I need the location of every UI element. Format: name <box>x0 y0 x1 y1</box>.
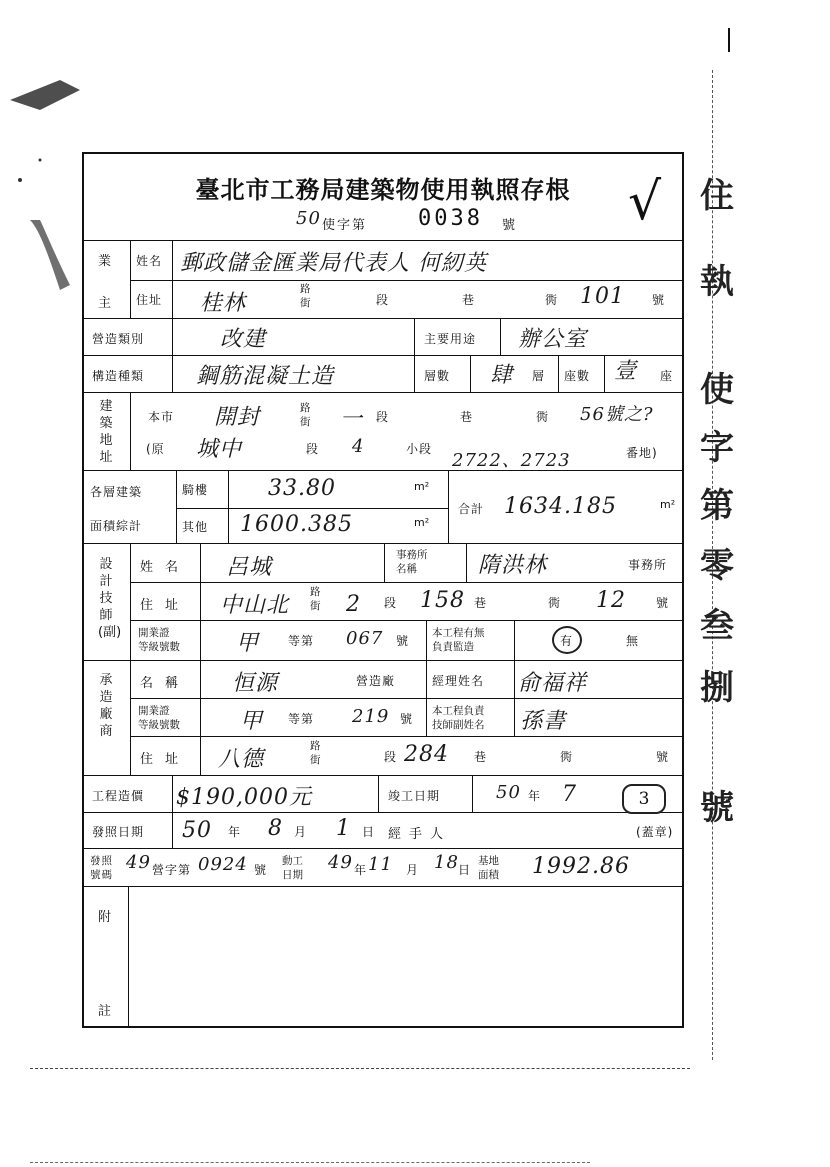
notes-label-bottom: 註 <box>98 1004 114 1019</box>
rule <box>82 543 684 544</box>
designer-office: 隋洪林 <box>478 553 548 578</box>
owner-addr-label: 住址 <box>136 293 163 307</box>
cost-label: 工程造價 <box>92 789 145 803</box>
site-lot-numbers: 2722、2723 <box>452 450 571 471</box>
rule <box>82 470 684 471</box>
rule <box>128 886 129 1028</box>
designer-resp-label-2: 負責監造 <box>432 641 474 653</box>
start-month-label: 月 <box>406 863 420 877</box>
issue-day: 1 <box>336 816 351 841</box>
blocks-unit: 座 <box>660 369 674 383</box>
structure-type: 鋼筋混凝土造 <box>196 364 335 389</box>
owner-side-label-1: 業 <box>98 254 114 269</box>
margin-char: 使 <box>700 370 734 410</box>
scan-artifact-bottom <box>30 1068 690 1069</box>
start-date-label-2: 日期 <box>282 869 303 881</box>
margin-char: 號 <box>700 788 734 828</box>
margin-char: 叁 <box>700 606 734 646</box>
owner-road-label: 路 <box>300 283 311 295</box>
rule <box>558 355 559 392</box>
rule <box>130 543 131 775</box>
permit-number: 0038 <box>418 206 483 231</box>
site-road: 開封 <box>214 405 261 430</box>
site-lane-label: 巷 <box>460 410 474 424</box>
rule <box>414 318 415 355</box>
completion-label: 竣工日期 <box>388 789 441 803</box>
check-mark: √ <box>628 172 662 232</box>
rule <box>82 848 684 849</box>
tech-label-2: 技師副姓名 <box>432 719 485 731</box>
total-area: 1634.185 <box>504 494 617 519</box>
rule <box>130 240 131 318</box>
designer-office-label-1: 事務所 <box>396 549 428 561</box>
designer-grade-label: 等第 <box>288 634 315 648</box>
contractor-license-suffix: 號 <box>400 712 414 726</box>
issue-year: 50 <box>182 818 212 843</box>
contractor-license-label-1: 開業證 <box>138 705 170 717</box>
notes-label-top: 附 <box>98 910 114 925</box>
rule <box>426 660 427 736</box>
rule <box>514 660 515 736</box>
owner-name-label: 姓名 <box>136 254 163 268</box>
rule <box>604 355 605 392</box>
contractor-street-label: 街 <box>310 754 321 766</box>
site-side-label: 建築地址 <box>99 399 113 465</box>
designer-license-label-2: 等級號數 <box>138 641 180 653</box>
margin-char: 字 <box>700 428 734 468</box>
issue-day-label: 日 <box>362 825 376 839</box>
contractor-alley-label: 衖 <box>560 750 574 764</box>
blocks-label: 座數 <box>564 369 591 383</box>
handler-label: 經手人 <box>388 827 452 842</box>
arcade-area: 33.80 <box>268 476 336 501</box>
designer-alley-label: 衖 <box>548 596 562 610</box>
issue-year-label: 年 <box>228 825 242 839</box>
rule <box>82 392 684 393</box>
rule <box>172 775 173 848</box>
site-orig-label: (原 <box>146 442 165 456</box>
owner-street-label: 街 <box>300 297 311 309</box>
designer-lane: 158 <box>420 588 465 613</box>
permit-suffix: 號 <box>502 218 518 233</box>
contractor-addr-label: 住址 <box>140 752 191 767</box>
owner-lane-label: 巷 <box>462 293 476 307</box>
site-lot-label: 番地) <box>626 446 658 460</box>
other-area-label: 其他 <box>182 520 209 534</box>
structure-label: 構造種類 <box>92 369 145 383</box>
start-day-label: 日 <box>458 863 472 877</box>
rule <box>130 620 684 621</box>
designer-license-no: 067 <box>346 628 384 649</box>
margin-char: 零 <box>700 546 734 586</box>
designer-license-suffix: 號 <box>396 634 410 648</box>
designer-street-label: 街 <box>310 600 321 612</box>
contractor-license-no: 219 <box>352 706 390 727</box>
owner-number: 101 <box>580 284 625 309</box>
floors-label: 層數 <box>424 369 451 383</box>
arcade-label: 騎樓 <box>182 483 209 497</box>
rule <box>500 318 501 355</box>
issue-month-label: 月 <box>294 825 308 839</box>
site-number: 56號之? <box>580 404 654 425</box>
total-area-label: 合計 <box>458 502 485 516</box>
completion-month: 7 <box>562 782 577 807</box>
owner-side-label-2: 主 <box>98 296 114 311</box>
rule <box>426 620 427 660</box>
floors-unit: 層 <box>532 369 546 383</box>
start-year-label: 年 <box>354 863 368 877</box>
rule <box>448 470 449 543</box>
contractor-side-label: 承造廠商 <box>99 673 113 739</box>
contractor-lane-label: 巷 <box>474 750 488 764</box>
rule <box>130 280 684 281</box>
cost-value: $190,000元 <box>176 785 312 810</box>
site-orig-section-label: 段 <box>306 442 320 456</box>
start-day: 18 <box>434 852 459 873</box>
owner-number-label: 號 <box>652 293 666 307</box>
other-unit: m² <box>414 516 430 529</box>
form-title: 臺北市工務局建築物使用執照存根 <box>195 175 571 204</box>
contractor-name-suffix: 營造廠 <box>356 674 396 688</box>
construction-type: 改建 <box>220 327 267 352</box>
rule <box>414 355 415 392</box>
site-area-label-1: 基地 <box>478 855 499 867</box>
rule <box>384 543 385 582</box>
start-year: 49 <box>328 852 353 873</box>
other-area: 1600.385 <box>240 512 353 537</box>
main-use-label: 主要用途 <box>424 332 477 346</box>
site-orig-district: 城中 <box>196 437 243 462</box>
owner-section-label: 段 <box>376 293 390 307</box>
rule <box>378 775 379 812</box>
rule <box>200 582 201 620</box>
arcade-unit: m² <box>414 480 430 493</box>
designer-addr-label: 住址 <box>140 598 191 613</box>
rule <box>176 470 177 543</box>
permit-prefix: 營字第 <box>152 863 192 877</box>
site-orig-section: 4 <box>352 436 365 457</box>
rule <box>130 582 684 583</box>
issue-date-label: 發照日期 <box>92 825 145 839</box>
site-area-label-2: 面積 <box>478 869 499 881</box>
manager-label: 經理姓名 <box>432 674 485 688</box>
contractor-license-label-2: 等級號數 <box>138 719 180 731</box>
none-label: 無 <box>626 634 640 648</box>
notes-area <box>130 890 680 1024</box>
rule <box>176 508 448 509</box>
page-edge-mark <box>728 28 730 52</box>
rule <box>82 886 684 887</box>
site-section: 一 <box>340 407 364 432</box>
has-label: 有 <box>560 634 574 648</box>
contractor-number-label: 號 <box>656 750 670 764</box>
rule <box>200 543 201 582</box>
rule <box>172 318 173 392</box>
contractor-name-label: 名稱 <box>140 676 191 691</box>
designer-grade: 甲 <box>236 631 260 656</box>
rule <box>82 660 684 661</box>
owner-name: 郵政儲金匯業局代表人 何紉英 <box>180 251 487 276</box>
site-section-label: 段 <box>376 410 390 424</box>
rule <box>130 736 684 737</box>
contractor-grade-label: 等第 <box>288 712 315 726</box>
contractor-lane: 284 <box>404 742 449 767</box>
designer-office-suffix: 事務所 <box>628 558 668 572</box>
contractor-road-label: 路 <box>310 740 321 752</box>
contractor-grade: 甲 <box>240 709 264 734</box>
area-label-1: 各層建築 <box>90 485 143 499</box>
floors-value: 肆 <box>490 363 514 388</box>
designer-license-label-1: 開業證 <box>138 627 170 639</box>
permit-no-suffix: 號 <box>254 863 268 877</box>
rule <box>228 470 229 543</box>
rule <box>470 355 471 392</box>
tech-label-1: 本工程負責 <box>432 705 485 717</box>
completion-year: 50 <box>496 782 521 803</box>
site-road-label: 路 <box>300 402 311 414</box>
permit-no-label-2: 號碼 <box>90 869 113 881</box>
rule <box>466 543 467 582</box>
site-subsection-label: 小段 <box>406 442 433 456</box>
designer-resp-label-1: 本工程有無 <box>432 627 485 639</box>
designer-road-label: 路 <box>310 586 321 598</box>
tech-name: 孫書 <box>520 709 567 734</box>
margin-char: 捌 <box>700 668 734 708</box>
site-alley-label: 衖 <box>536 410 550 424</box>
permit-year-hw: 49 <box>126 852 151 873</box>
margin-char: 住 <box>700 176 734 216</box>
designer-section-label: 段 <box>384 596 398 610</box>
rule <box>200 660 201 775</box>
designer-name: 呂城 <box>226 555 273 580</box>
start-date-label-1: 動工 <box>282 855 303 867</box>
total-unit: m² <box>660 498 676 511</box>
contractor-road: 八德 <box>218 747 265 772</box>
blocks-value: 壹 <box>614 359 638 384</box>
designer-number: 12 <box>596 588 626 613</box>
scan-artifact-bottom-2 <box>30 1162 590 1163</box>
rule <box>200 620 201 660</box>
start-month: 11 <box>368 854 393 875</box>
site-area: 1992.86 <box>532 854 630 879</box>
designer-lane-label: 巷 <box>474 596 488 610</box>
owner-alley-label: 衖 <box>545 293 559 307</box>
permit-year: 50 <box>296 208 321 229</box>
seal-label: (蓋章) <box>636 825 674 839</box>
contractor-name: 恒源 <box>232 671 279 696</box>
designer-office-label-2: 名稱 <box>396 563 417 575</box>
site-street-label: 街 <box>300 416 311 428</box>
margin-char: 第 <box>700 486 734 526</box>
designer-side-label: 設計技師(副) <box>98 557 122 640</box>
rule <box>130 698 684 699</box>
construction-type-label: 營造類別 <box>92 332 145 346</box>
issue-month: 8 <box>268 816 283 841</box>
permit-no-hw: 0924 <box>198 854 248 875</box>
margin-char: 執 <box>700 262 734 302</box>
completion-stamp: 3 <box>622 784 666 814</box>
owner-road: 桂林 <box>200 291 247 316</box>
main-use: 辦公室 <box>518 327 588 352</box>
completion-year-label: 年 <box>528 789 542 803</box>
permit-no-label-1: 發照 <box>90 855 113 867</box>
designer-road: 中山北 <box>220 593 290 618</box>
permit-label: 使字第 <box>322 218 368 233</box>
designer-name-label: 姓名 <box>140 560 191 575</box>
rule <box>172 240 173 318</box>
rule <box>472 775 473 812</box>
manager-name: 俞福祥 <box>518 671 588 696</box>
designer-number-label: 號 <box>656 596 670 610</box>
designer-section: 2 <box>346 592 361 617</box>
site-city-label: 本市 <box>148 410 175 424</box>
rule <box>130 392 131 470</box>
scan-artifact-left <box>0 60 90 300</box>
area-label-2: 面積綜計 <box>90 519 143 533</box>
contractor-section-label: 段 <box>384 750 398 764</box>
rule <box>514 620 515 660</box>
